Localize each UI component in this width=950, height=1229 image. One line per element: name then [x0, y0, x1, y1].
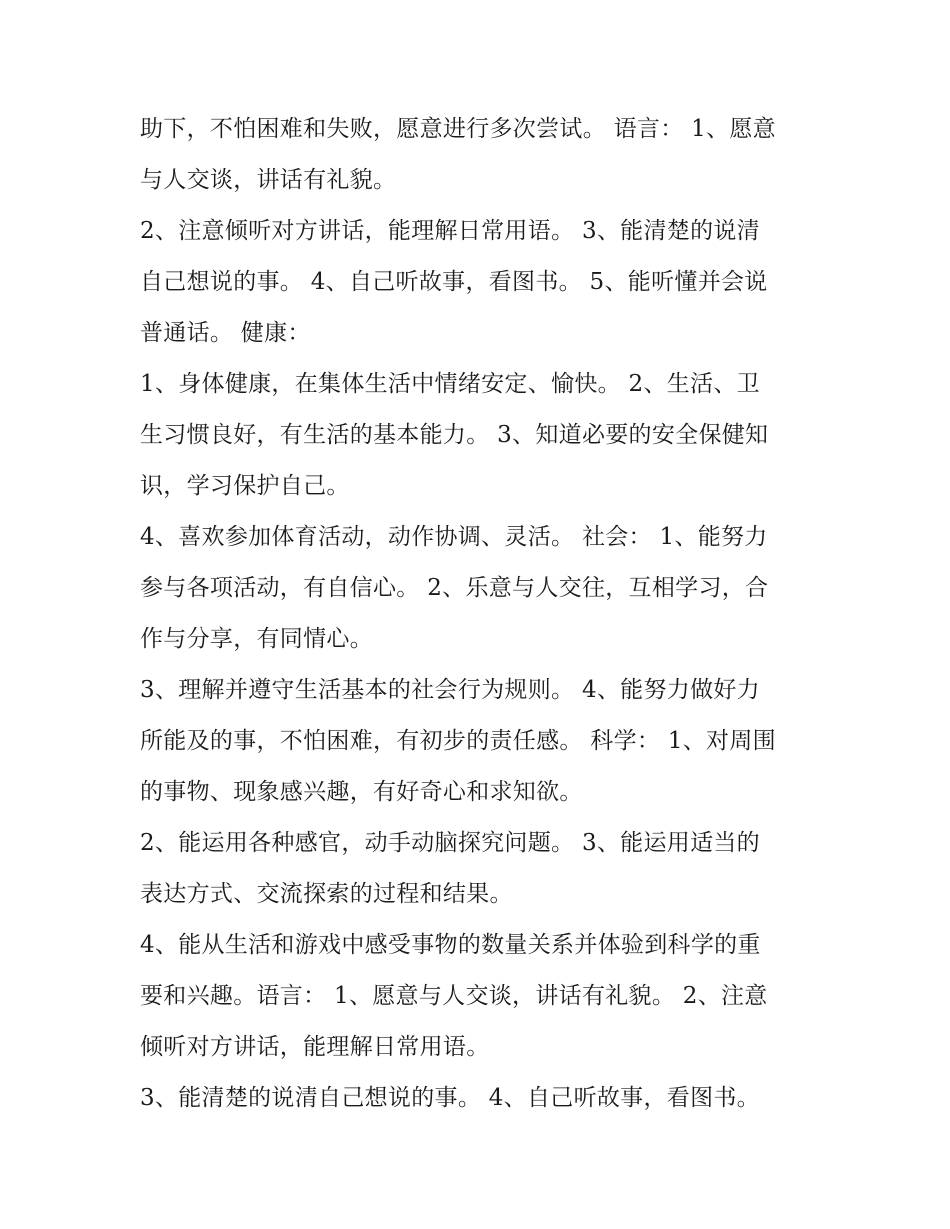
- text-line: 生习惯良好，有生活的基本能力。 3、知道必要的安全保健知: [140, 422, 769, 448]
- text-line: 作与分享，有同情心。: [140, 626, 373, 652]
- text-line: 要和兴趣。语言： 1、愿意与人交谈，讲话有礼貌。 2、注意: [140, 983, 768, 1009]
- text-line: 倾听对方讲话，能理解日常用语。: [140, 1034, 490, 1060]
- text-line: 普通话。 健康：: [140, 320, 311, 346]
- text-line: 助下，不怕困难和失败，愿意进行多次尝试。 语言： 1、愿意: [140, 116, 776, 142]
- text-line: 与人交谈，讲话有礼貌。: [140, 167, 397, 193]
- text-line: 3、理解并遵守生活基本的社会行为规则。 4、能努力做好力: [140, 677, 760, 703]
- text-line: 参与各项活动，有自信心。 2、乐意与人交往，互相学习，合: [140, 575, 769, 601]
- text-line: 1、身体健康，在集体生活中情绪安定、愉快。 2、生活、卫: [140, 371, 760, 397]
- text-line: 2、能运用各种感官，动手动脑探究问题。 3、能运用适当的: [140, 830, 760, 856]
- text-line: 2、注意倾听对方讲话，能理解日常用语。 3、能清楚的说清: [140, 218, 760, 244]
- text-line: 4、喜欢参加体育活动，动作协调、灵活。 社会： 1、能努力: [140, 524, 768, 550]
- text-line: 所能及的事，不怕困难，有初步的责任感。 科学： 1、对周围: [140, 728, 776, 754]
- text-line: 的事物、现象感兴趣，有好奇心和求知欲。: [140, 779, 583, 805]
- text-line: 识，学习保护自己。: [140, 473, 350, 499]
- text-line: 表达方式、交流探索的过程和结果。: [140, 881, 513, 907]
- text-line: 3、能清楚的说清自己想说的事。 4、自己听故事，看图书。: [140, 1085, 760, 1111]
- text-line: 4、能从生活和游戏中感受事物的数量关系并体验到科学的重: [140, 932, 761, 958]
- text-line: 自己想说的事。 4、自己听故事，看图书。 5、能听懂并会说: [140, 269, 768, 295]
